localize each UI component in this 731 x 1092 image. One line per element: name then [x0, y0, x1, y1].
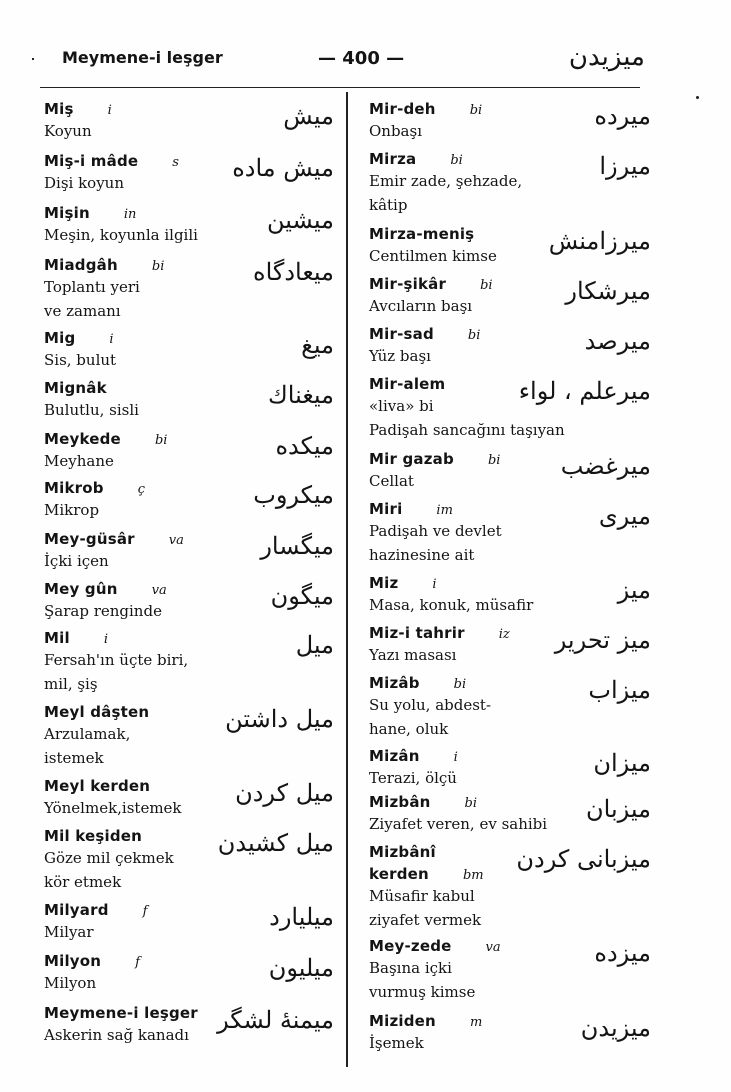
arabic-script-word: میل — [295, 631, 334, 659]
headword: Mir-deh — [369, 100, 436, 118]
dictionary-entry — [44, 825, 334, 899]
part-of-speech: va — [485, 940, 501, 955]
definition-line: Göze mil çekmek — [44, 849, 174, 867]
definition-line: vurmuş kimse — [369, 983, 476, 1001]
arabic-script-word: میغناك — [267, 381, 334, 409]
part-of-speech: va — [151, 583, 167, 598]
part-of-speech: s — [172, 155, 179, 170]
part-of-speech: iz — [498, 627, 510, 642]
definition-line: «liva» bi — [369, 397, 434, 415]
arabic-script-word: میزیدن — [580, 1014, 651, 1042]
definition-line: istemek — [44, 749, 104, 767]
dictionary-entry — [369, 863, 651, 935]
page-number: — 400 — — [318, 48, 405, 69]
arabic-script-word: میل کردن — [235, 779, 334, 807]
headword: Meyl dâşten — [44, 703, 150, 721]
definition-line: hazinesine ait — [369, 546, 475, 564]
arabic-script-word: میغ — [301, 331, 334, 359]
headword-line — [369, 863, 651, 884]
headword: Miri — [369, 500, 403, 518]
arabic-script-word: میرصد — [584, 327, 651, 355]
column-divider — [346, 92, 348, 1067]
headword: Mir-alem — [369, 375, 446, 393]
dictionary-entry — [44, 327, 334, 377]
definition-line: Terazi, ölçü — [369, 769, 457, 787]
arabic-script-word: میلیارد — [269, 903, 334, 931]
definition-line: İşemek — [369, 1034, 424, 1052]
part-of-speech: bi — [487, 453, 501, 468]
dictionary-entry — [44, 528, 334, 578]
arabic-script-word: میز تحریر — [554, 626, 651, 654]
arabic-script-word: میرعلم ، لواء — [518, 377, 651, 405]
definition-line: Meyhane — [44, 452, 114, 470]
headword: Milyon — [44, 952, 102, 970]
dictionary-entry — [369, 98, 651, 148]
arabic-script-word: میکروب — [253, 481, 334, 509]
definition-line: Milyon — [44, 974, 97, 992]
definition-line: mil, şiş — [44, 675, 98, 693]
print-speck — [696, 96, 699, 99]
headword: Mey-zede — [369, 937, 452, 955]
headword: Miş-i mâde — [44, 152, 139, 170]
arabic-script-word: میز — [617, 576, 651, 604]
part-of-speech: i — [103, 632, 108, 647]
definition-line: Onbaşı — [369, 122, 422, 140]
definition-line: Avcıların başı — [369, 297, 473, 315]
dictionary-entry — [44, 477, 334, 528]
arabic-script-word: میرشکار — [565, 277, 651, 305]
left-column — [44, 98, 334, 1052]
dictionary-entry — [369, 273, 651, 323]
dictionary-entry — [44, 254, 334, 327]
definition-line: Bulutlu, sisli — [44, 401, 139, 419]
page-header — [40, 40, 665, 90]
part-of-speech: bi — [467, 328, 481, 343]
arabic-script-word: میزبانی کردن — [516, 845, 651, 873]
definition-line: Sis, bulut — [44, 351, 117, 369]
header-rule — [40, 87, 640, 88]
definition-line: Su yolu, abdest- — [369, 696, 492, 714]
arabic-script-word: میل داشتن — [225, 705, 334, 733]
headword: Mizbân — [369, 793, 431, 811]
definition-line: Yazı masası — [369, 646, 457, 664]
part-of-speech: i — [453, 750, 458, 765]
definition-line: Cellat — [369, 472, 414, 490]
headword: Milyard — [44, 901, 109, 919]
headword: Mizân — [369, 747, 420, 765]
dictionary-entry — [44, 98, 334, 150]
dictionary-entry — [44, 1002, 334, 1052]
definition-line: Arzulamak, — [44, 725, 131, 743]
part-of-speech: i — [432, 577, 437, 592]
part-of-speech: bi — [453, 677, 467, 692]
definition-line: ve zamanı — [44, 302, 121, 320]
headword: Mir-şikâr — [369, 275, 447, 293]
arabic-script-word: میری — [598, 502, 651, 530]
headword: Meykede — [44, 430, 121, 448]
part-of-speech: bi — [480, 278, 493, 293]
arabic-script-word: میش — [283, 102, 334, 130]
headword: Miadgâh — [44, 256, 118, 274]
arabic-script-word: میزان — [593, 749, 651, 777]
headword: Mil keşiden — [44, 827, 143, 845]
arabic-script-word: میشین — [266, 206, 334, 234]
definition-line: ziyafet vermek — [369, 911, 482, 929]
definition-line: Mikrop — [44, 501, 100, 519]
definition-line: Padişah ve devlet — [369, 522, 502, 540]
dictionary-entry — [369, 791, 651, 841]
arabic-script-word: میش ماده — [232, 154, 334, 182]
definition-line: Askerin sağ kanadı — [44, 1026, 189, 1044]
dictionary-entry — [44, 428, 334, 477]
headword-line — [44, 627, 334, 648]
definition-line: Padişah sancağını taşıyan — [369, 421, 565, 439]
definition-line: Fersah'ın üçte biri, — [44, 651, 189, 669]
headword: Meyl kerden — [44, 777, 151, 795]
dictionary-entry — [369, 498, 651, 572]
definition-line: Toplantı yeri — [44, 278, 140, 296]
arabic-script-word: میکده — [275, 432, 334, 460]
dictionary-entry — [369, 745, 651, 791]
dictionary-entry — [369, 841, 651, 873]
arabic-script-word: میرزامنش — [548, 227, 651, 255]
dictionary-entry — [44, 377, 334, 428]
definition-line: Şarap renginde — [44, 602, 162, 620]
arabic-script-word: میمنهٔ لشگر — [217, 1006, 334, 1034]
dictionary-entry — [44, 627, 334, 701]
part-of-speech: f — [142, 904, 148, 919]
definition-line: kör etmek — [44, 873, 122, 891]
arabic-script-word: میعادگاه — [253, 258, 334, 286]
part-of-speech: bi — [450, 153, 463, 168]
definition-line: Centilmen kimse — [369, 247, 497, 265]
definition-line: İçki içen — [44, 552, 109, 570]
arabic-script-word: میگون — [270, 582, 334, 610]
part-of-speech: bm — [462, 868, 484, 883]
headword: Miş — [44, 100, 74, 118]
arabic-script-word: میرزا — [599, 152, 651, 180]
headword: Mikrob — [44, 479, 104, 497]
part-of-speech: f — [135, 955, 140, 970]
definition-line: Meşin, koyunla ilgili — [44, 226, 198, 244]
dictionary-entry — [44, 950, 334, 1002]
arabic-script-word: میرده — [594, 102, 651, 130]
arabic-script-word: میل کشیدن — [217, 829, 334, 857]
right-column — [369, 98, 651, 1060]
dictionary-entry — [44, 150, 334, 202]
dictionary-entry — [44, 202, 334, 254]
headword-line — [44, 327, 334, 348]
arabic-script-word: میگسار — [260, 532, 334, 560]
headword: Mey-güsâr — [44, 530, 135, 548]
definition-line: Koyun — [44, 122, 92, 140]
headword: Mir gazab — [369, 450, 454, 468]
dictionary-entry — [44, 578, 334, 627]
part-of-speech: bi — [151, 259, 165, 274]
dictionary-entry — [369, 622, 651, 672]
definition-line: Müsafir kabul — [369, 887, 475, 905]
dictionary-entry — [369, 672, 651, 745]
part-of-speech: in — [123, 207, 137, 222]
part-of-speech: i — [107, 103, 112, 118]
headword: Miz — [369, 574, 399, 592]
definition-line: Dişi koyun — [44, 174, 125, 192]
definition-line: Yönelmek,istemek — [44, 799, 182, 817]
headword: Mizbânî — [369, 843, 436, 861]
dictionary-entry — [44, 775, 334, 825]
definition-line: Başına içki — [369, 959, 452, 977]
dictionary-entry — [369, 572, 651, 622]
headword: Mignâk — [44, 379, 107, 397]
headword-line — [369, 572, 651, 593]
headword: Mil — [44, 629, 70, 647]
arabic-script-word: میلیون — [268, 954, 334, 982]
definition-line: hane, oluk — [369, 720, 449, 738]
dictionary-entry — [369, 1010, 651, 1060]
headword: kerden — [369, 865, 429, 883]
arabic-script-word: میزاب — [588, 676, 651, 704]
dictionary-entry — [369, 448, 651, 498]
part-of-speech: im — [436, 503, 453, 518]
definition-line: Ziyafet veren, ev sahibi — [369, 815, 548, 833]
part-of-speech: bi — [469, 103, 483, 118]
part-of-speech: bi — [464, 796, 478, 811]
arabic-script-word: میزده — [594, 939, 651, 967]
definition-line: Milyar — [44, 923, 94, 941]
dictionary-entry — [44, 899, 334, 950]
header-first-word: Meymene-i leşger — [62, 48, 223, 67]
definition-line: kâtip — [369, 196, 408, 214]
part-of-speech: ç — [137, 482, 145, 497]
headword: Mişin — [44, 204, 90, 222]
dictionary-entry — [369, 373, 651, 448]
dictionary-entry — [369, 148, 651, 223]
headword: Meymene-i leşger — [44, 1004, 198, 1022]
headword: Miziden — [369, 1012, 436, 1030]
part-of-speech: i — [109, 332, 114, 347]
header-last-word-arabic: میزیدن — [568, 42, 645, 72]
dictionary-entry — [369, 223, 651, 273]
arabic-script-word: میرغضب — [560, 452, 651, 480]
part-of-speech: va — [168, 533, 184, 548]
headword: Mig — [44, 329, 76, 347]
dictionary-entry — [369, 323, 651, 373]
headword: Mir-sad — [369, 325, 434, 343]
print-mark — [32, 58, 34, 60]
definition-line: Masa, konuk, müsafir — [369, 596, 534, 614]
headword: Miz-i tahrir — [369, 624, 465, 642]
definition-line: Yüz başı — [369, 347, 431, 365]
part-of-speech: m — [469, 1015, 483, 1030]
headword: Mirza — [369, 150, 417, 168]
part-of-speech: bi — [154, 433, 168, 448]
definition-line: Emir zade, şehzade, — [369, 172, 523, 190]
headword: Mey gûn — [44, 580, 118, 598]
dictionary-entry — [44, 701, 334, 775]
headword: Mizâb — [369, 674, 420, 692]
headword: Mirza-meniş — [369, 225, 475, 243]
arabic-script-word: میزبان — [586, 795, 651, 823]
dictionary-entry — [369, 935, 651, 1010]
